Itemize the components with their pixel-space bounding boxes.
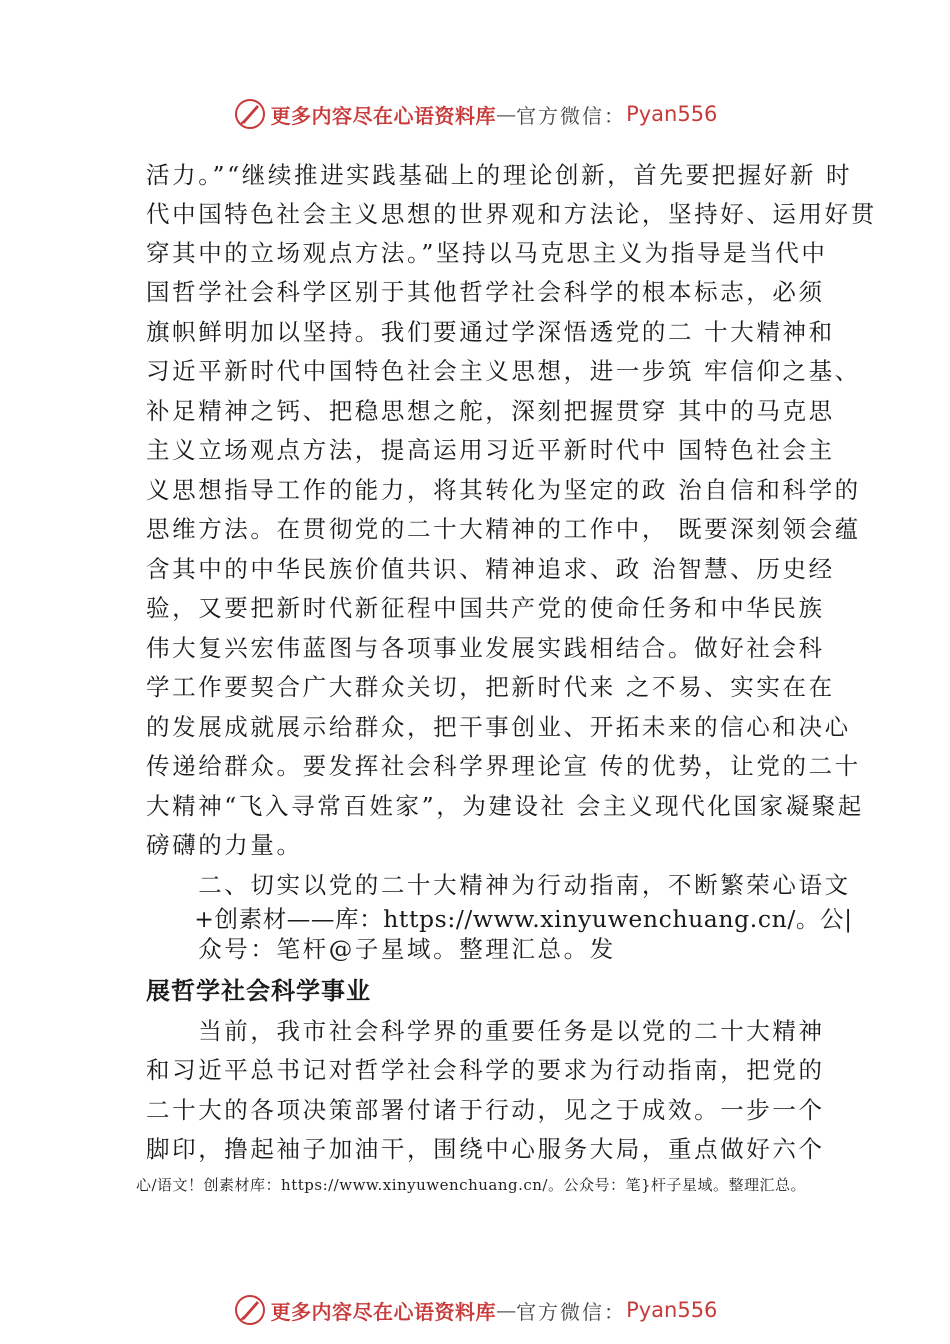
body-line: 传递给群众。要发挥社会科学界理论宣 传的优势，让党的二十 [146, 752, 861, 780]
body-line: 活力。”“继续推进实践基础上的理论创新，首先要把握好新 时 [146, 161, 853, 189]
body-line: 含其中的中华民族价值共识、精神追求、政 治智慧、历史经 [146, 555, 835, 583]
banner-wechat-id: Pyan556 [626, 1298, 718, 1322]
body-line: 补足精神之钙、把稳思想之舵，深刻把握贯穿 其中的马克思 [146, 397, 835, 425]
body-line: 磅礴的力量。 [146, 831, 303, 859]
body-line: 国哲学社会科学区别于其他哲学社会科学的根本标志，必须 [146, 278, 825, 306]
body-line: 旗帜鲜明加以坚持。我们要通过学深悟透党的二 十大精神和 [146, 318, 835, 346]
body-line: 习近平新时代中国特色社会主义思想，进一步筑 牢信仰之基、 [146, 357, 861, 385]
body-line: 脚印，撸起袖子加油干，围绕中心服务大局，重点做好六个 [146, 1135, 825, 1163]
body-line: 的发展成就展示给群众，把干事创业、开拓未来的信心和决心 [146, 713, 851, 741]
quill-seal-logo-icon [233, 97, 267, 131]
section-line: 众号：笔杆@子星域。整理汇总。发 [146, 935, 616, 963]
body-line: 和习近平总书记对哲学社会科学的要求为行动指南，把党的 [146, 1056, 825, 1084]
banner-label: 官方微信： [516, 1299, 627, 1324]
page-footnote: 心/语文！创素材库：https://www.xinyuwenchuang.cn/。公众号：笔}杆子星域。整理汇总。 [136, 1176, 807, 1194]
body-line: 思维方法。在贯彻党的二十大精神的工作中， 既要深刻领会蕴 [146, 515, 861, 543]
banner-wechat-id: Pyan556 [626, 102, 718, 126]
body-line: 穿其中的立场观点方法。”坚持以马克思主义为指导是当代中 [146, 239, 828, 267]
body-line: 义思想指导工作的能力，将其转化为坚定的政 治自信和科学的 [146, 476, 861, 504]
quill-seal-logo-icon [233, 1293, 267, 1327]
header-banner [0, 94, 950, 134]
body-line: 当前，我市社会科学界的重要任务是以党的二十大精神 [146, 1017, 825, 1045]
section-heading-line: 二、切实以党的二十大精神为行动指南，不断繁荣心语文 [146, 871, 851, 899]
banner-brand: 更多内容尽在心语资料库 [270, 103, 497, 128]
banner-brand: 更多内容尽在心语资料库 [270, 1299, 497, 1324]
footer-banner [0, 1290, 950, 1330]
body-line: 验，又要把新时代新征程中国共产党的使命任务和中华民族 [146, 594, 825, 622]
body-line: 学工作要契合广大群众关切，把新时代来 之不易、实实在在 [146, 673, 835, 701]
banner-separator: — [496, 102, 517, 126]
banner-label: 官方微信： [516, 103, 627, 128]
body-line: 代中国特色社会主义思想的世界观和方法论，坚持好、运用好贯 [146, 200, 877, 228]
body-line: 大精神“飞入寻常百姓家”，为建设社 会主义现代化国家凝聚起 [146, 792, 864, 820]
banner-separator: — [496, 1298, 517, 1322]
body-line: 伟大复兴宏伟蓝图与各项事业发展实践相结合。做好社会科 [146, 634, 825, 662]
body-line: 二十大的各项决策部署付诸于行动，见之于成效。一步一个 [146, 1096, 825, 1124]
section-url-line: +创素材——库：https://www.xinyuwenchuang.cn/。公| [146, 905, 853, 933]
section-title: 展哲学社会科学事业 [146, 977, 371, 1005]
body-line: 主义立场观点方法，提高运用习近平新时代中 国特色社会主 [146, 436, 835, 464]
